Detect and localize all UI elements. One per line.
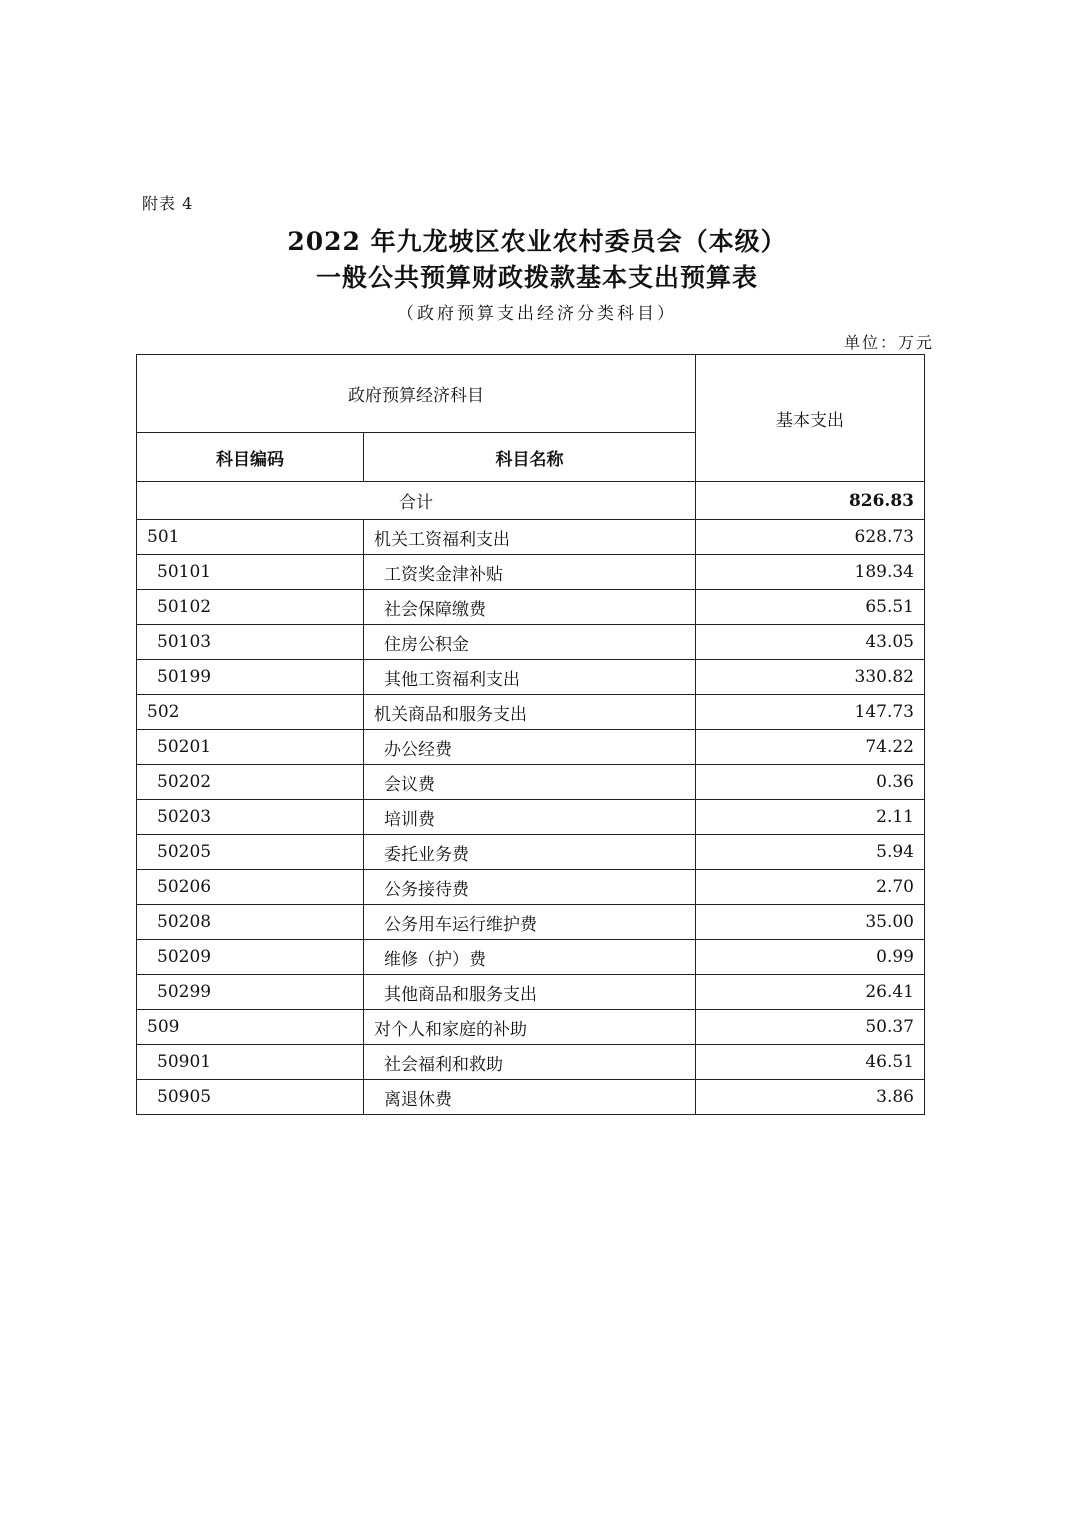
table-row <box>137 590 925 625</box>
subject-name-cell: 其他商品和服务支出 <box>364 975 696 1010</box>
unit-label: 单位：万元 <box>843 333 934 352</box>
table-row <box>137 660 925 695</box>
amount-cell: 0.99 <box>696 940 925 975</box>
table-row <box>137 835 925 870</box>
table-row <box>137 555 925 590</box>
table-row <box>137 1010 925 1045</box>
subject-name-cell: 维修（护）费 <box>364 940 696 975</box>
subject-code-cell: 50206 <box>137 870 364 905</box>
subject-name-cell: 委托业务费 <box>364 835 696 870</box>
table-row <box>137 870 925 905</box>
header-basic-expenditure: 基本支出 <box>696 355 925 482</box>
amount-cell: 2.11 <box>696 800 925 835</box>
subject-code-cell: 50203 <box>137 800 364 835</box>
subject-code-cell: 502 <box>137 695 364 730</box>
amount-cell: 43.05 <box>696 625 925 660</box>
header-econ-subject: 政府预算经济科目 <box>137 355 696 433</box>
subject-code-cell: 50101 <box>137 555 364 590</box>
amount-cell: 46.51 <box>696 1045 925 1080</box>
subject-name-cell: 会议费 <box>364 765 696 800</box>
table-row <box>137 765 925 800</box>
table-row <box>137 1045 925 1080</box>
subject-name-cell: 办公经费 <box>364 730 696 765</box>
subject-code-cell: 50905 <box>137 1080 364 1115</box>
subject-code-cell: 501 <box>137 520 364 555</box>
subject-name-cell: 住房公积金 <box>364 625 696 660</box>
amount-cell: 2.70 <box>696 870 925 905</box>
subject-code-cell: 50102 <box>137 590 364 625</box>
budget-table-body <box>137 482 925 1115</box>
appendix-label: 附表 4 <box>142 194 194 213</box>
amount-cell: 5.94 <box>696 835 925 870</box>
subject-name-cell: 机关工资福利支出 <box>364 520 696 555</box>
subject-name-cell: 公务接待费 <box>364 870 696 905</box>
amount-cell: 628.73 <box>696 520 925 555</box>
subject-name-cell: 公务用车运行维护费 <box>364 905 696 940</box>
table-row <box>137 975 925 1010</box>
subject-code-cell: 50202 <box>137 765 364 800</box>
table-row <box>137 905 925 940</box>
amount-cell: 35.00 <box>696 905 925 940</box>
table-row <box>137 520 925 555</box>
amount-cell: 3.86 <box>696 1080 925 1115</box>
subject-name-cell: 社会保障缴费 <box>364 590 696 625</box>
total-label: 合计 <box>137 482 696 520</box>
subject-code-cell: 50201 <box>137 730 364 765</box>
subject-code-cell: 50199 <box>137 660 364 695</box>
subject-name-cell: 其他工资福利支出 <box>364 660 696 695</box>
subtitle: （政府预算支出经济分类科目） <box>397 304 677 324</box>
amount-cell: 26.41 <box>696 975 925 1010</box>
amount-cell: 0.36 <box>696 765 925 800</box>
amount-cell: 65.51 <box>696 590 925 625</box>
amount-cell: 189.34 <box>696 555 925 590</box>
amount-cell: 74.22 <box>696 730 925 765</box>
title-line-2: 一般公共预算财政拨款基本支出预算表 <box>315 263 758 292</box>
amount-cell: 147.73 <box>696 695 925 730</box>
subject-name-cell: 机关商品和服务支出 <box>364 695 696 730</box>
table-row <box>137 940 925 975</box>
subject-name-cell: 离退休费 <box>364 1080 696 1115</box>
subject-name-cell: 工资奖金津补贴 <box>364 555 696 590</box>
budget-table <box>136 354 925 1115</box>
subject-code-cell: 50901 <box>137 1045 364 1080</box>
total-amount: 826.83 <box>696 482 925 520</box>
subject-name-cell: 社会福利和救助 <box>364 1045 696 1080</box>
subject-code-cell: 50209 <box>137 940 364 975</box>
amount-cell: 50.37 <box>696 1010 925 1045</box>
table-row <box>137 800 925 835</box>
subject-code-cell: 50205 <box>137 835 364 870</box>
total-row <box>137 482 925 520</box>
subject-name-cell: 培训费 <box>364 800 696 835</box>
subject-code-cell: 50208 <box>137 905 364 940</box>
amount-cell: 330.82 <box>696 660 925 695</box>
header-subject-code: 科目编码 <box>137 433 364 482</box>
table-row <box>137 695 925 730</box>
subject-code-cell: 50103 <box>137 625 364 660</box>
subject-name-cell: 对个人和家庭的补助 <box>364 1010 696 1045</box>
header-subject-name: 科目名称 <box>364 433 696 482</box>
subject-code-cell: 509 <box>137 1010 364 1045</box>
table-row <box>137 730 925 765</box>
subject-code-cell: 50299 <box>137 975 364 1010</box>
table-row <box>137 625 925 660</box>
table-row <box>137 1080 925 1115</box>
title-line-1: 2022 年九龙坡区农业农村委员会（本级） <box>287 227 787 256</box>
